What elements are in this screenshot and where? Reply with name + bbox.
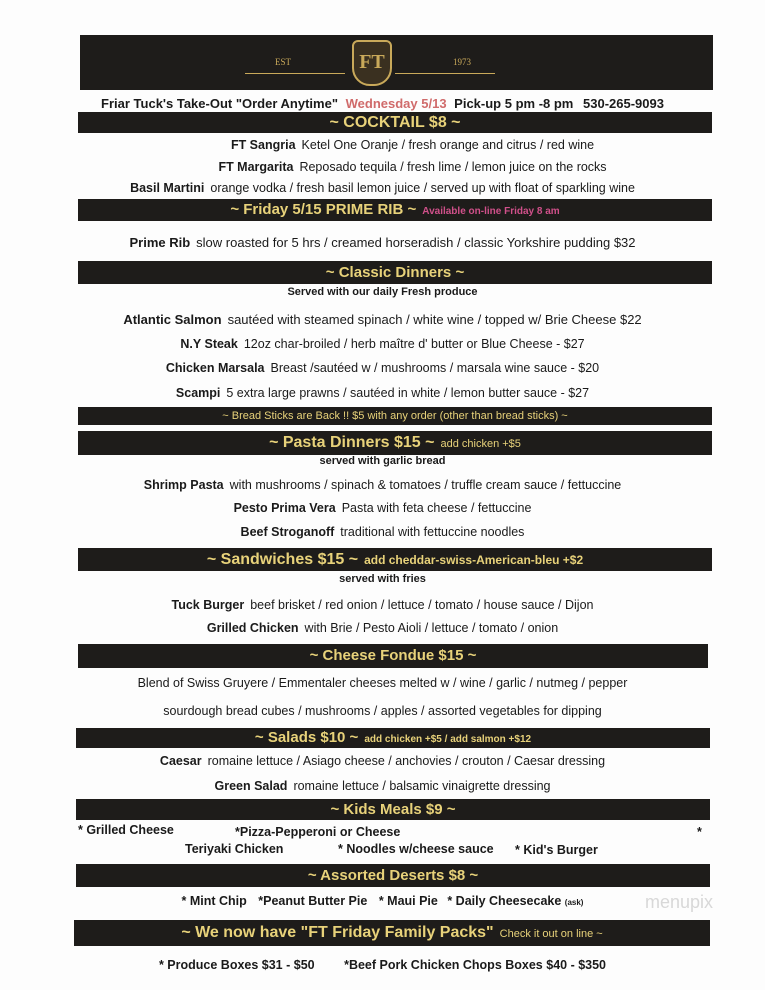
section-title: ~ Friday 5/15 PRIME RIB ~ [230, 201, 417, 218]
header-day: Wednesday 5/13 [345, 96, 447, 111]
logo-text: FT [359, 51, 385, 73]
section-pasta [78, 431, 712, 455]
section-classic-dinners [78, 261, 712, 284]
desert-item: * Mint Chip [181, 894, 247, 908]
kids-item: * [697, 825, 702, 839]
item-name: Chicken Marsala [165, 361, 265, 375]
desert-item: * Daily Cheesecake [447, 894, 562, 908]
menu-item [0, 386, 765, 400]
menu-item [0, 337, 765, 351]
item-desc: romaine lettuce / balsamic vinaigrette dressing [293, 779, 551, 793]
section-subtitle: Available on-line Friday 8 am [422, 206, 560, 217]
menu-item [0, 754, 765, 768]
section-title: ~ Pasta Dinners $15 ~ [269, 434, 435, 451]
item-name: N.Y Steak [180, 337, 238, 351]
item-desc: 12oz char-broiled / herb maître d' butter or Blue Cheese - $27 [243, 337, 585, 351]
item-desc: orange vodka / fresh basil lemon juice / served up with float of sparkling wine [210, 181, 635, 195]
menu-item [0, 621, 765, 635]
section-cheese-fondue [78, 644, 708, 668]
desert-ask-note: (ask) [564, 898, 584, 907]
item-name: Green Salad [214, 779, 288, 793]
logo-banner [80, 35, 713, 90]
kids-item: * Kid's Burger [515, 843, 598, 857]
menu-item [0, 138, 765, 152]
kids-item: *Pizza-Pepperoni or Cheese [235, 825, 401, 839]
section-title: ~ Assorted Deserts $8 ~ [307, 867, 479, 884]
item-name: Tuck Burger [171, 598, 245, 612]
item-name: Basil Martini [130, 181, 205, 195]
section-salads [76, 728, 710, 748]
restaurant-title: Friar Tuck's Take-Out "Order Anytime" [101, 96, 338, 111]
section-deserts [76, 864, 710, 887]
section-title: ~ Sandwiches $15 ~ [206, 551, 359, 568]
item-name: Atlantic Salmon [123, 312, 222, 327]
header-line [0, 96, 765, 111]
logo-est: EST [275, 57, 292, 67]
item-name: Scampi [175, 386, 221, 400]
logo-scroll-left [245, 73, 345, 74]
desert-item: * Maui Pie [378, 894, 438, 908]
menu-item [0, 779, 765, 793]
section-title: ~ We now have "FT Friday Family Packs" [181, 924, 494, 941]
section-note: served with garlic bread [319, 455, 446, 467]
item-desc: beef brisket / red onion / lettuce / tomato / house sauce / Dijon [250, 598, 594, 612]
section-title: ~ COCKTAIL $8 ~ [329, 114, 461, 131]
section-cocktail [78, 112, 712, 133]
menu-item [0, 181, 765, 195]
family-pack-item: * Produce Boxes $31 - $50 [158, 958, 315, 972]
item-desc: with Brie / Pesto Aioli / lettuce / tomato / onion [304, 621, 559, 635]
item-desc: Reposado tequila / fresh lime / lemon juice on the rocks [299, 160, 607, 174]
item-name: Grilled Chicken [206, 621, 299, 635]
menu-item [0, 478, 765, 492]
item-name: FT Sangria [230, 138, 296, 152]
logo-year: 1973 [453, 57, 471, 67]
section-title: ~ Classic Dinners ~ [325, 264, 465, 281]
section-note: Served with our daily Fresh produce [287, 286, 478, 298]
item-name: FT Margarita [218, 160, 294, 174]
menu-item [0, 501, 765, 515]
item-desc: Pasta with feta cheese / fettuccine [341, 501, 532, 515]
menu-item [0, 160, 765, 174]
fondue-description: Blend of Swiss Gruyere / Emmentaler cheeses melted w / wine / garlic / nutmeg / pepper [137, 676, 628, 690]
menu-item [0, 361, 765, 375]
kids-item: * Grilled Cheese [78, 823, 174, 837]
section-prime-rib [78, 199, 712, 221]
phone-number: 530-265-9093 [583, 96, 664, 111]
bread-sticks-banner [78, 407, 712, 425]
section-title: ~ Salads $10 ~ [254, 729, 359, 746]
item-desc: traditional with fettuccine noodles [340, 525, 525, 539]
desert-item: *Peanut Butter Pie [258, 894, 368, 908]
item-desc: Ketel One Oranje / fresh orange and citrus / red wine [301, 138, 595, 152]
section-subtitle: Check it out on line ~ [499, 928, 603, 940]
pickup-hours: Pick-up 5 pm -8 pm [454, 96, 574, 111]
menu-item [0, 235, 765, 250]
section-subtitle: add chicken +$5 / add salmon +$12 [364, 734, 532, 745]
family-packs-list [0, 958, 765, 972]
section-note: served with fries [339, 573, 426, 585]
item-desc: romaine lettuce / Asiago cheese / anchovies / crouton / Caesar dressing [207, 754, 606, 768]
section-subtitle: add chicken +$5 [440, 438, 521, 450]
item-name: Prime Rib [129, 235, 191, 250]
item-desc: slow roasted for 5 hrs / creamed horseradish / classic Yorkshire pudding $32 [196, 235, 636, 250]
item-name: Shrimp Pasta [143, 478, 224, 492]
item-name: Caesar [159, 754, 202, 768]
section-family-packs [74, 920, 710, 946]
family-pack-item: *Beef Pork Chicken Chops Boxes $40 - $350 [344, 958, 607, 972]
section-title: ~ Bread Sticks are Back !! $5 with any order (other than bread sticks) ~ [222, 410, 568, 422]
kids-item: Teriyaki Chicken [185, 842, 284, 856]
item-desc: with mushrooms / spinach & tomatoes / truffle cream sauce / fettuccine [229, 478, 622, 492]
item-desc: Breast /sautéed w / mushrooms / marsala wine sauce - $20 [270, 361, 600, 375]
section-kids-meals [76, 799, 710, 820]
kids-item: * Noodles w/cheese sauce [338, 842, 494, 856]
item-name: Pesto Prima Vera [233, 501, 336, 515]
menu-item [0, 598, 765, 612]
watermark: menupix [645, 892, 714, 912]
section-title: ~ Kids Meals $9 ~ [330, 801, 456, 818]
logo-shield-icon [352, 40, 392, 86]
section-sandwiches [78, 548, 712, 571]
item-desc: sautéed with steamed spinach / white wine / topped w/ Brie Cheese $22 [227, 312, 642, 327]
menu-item [0, 312, 765, 327]
item-name: Beef Stroganoff [240, 525, 335, 539]
logo-scroll-right [395, 73, 495, 74]
fondue-description: sourdough bread cubes / mushrooms / apples / assorted vegetables for dipping [163, 704, 602, 718]
item-desc: 5 extra large prawns / sautéed in white / lemon butter sauce - $27 [226, 386, 590, 400]
section-subtitle: add cheddar-swiss-American-bleu +$2 [364, 553, 584, 567]
section-title: ~ Cheese Fondue $15 ~ [309, 647, 477, 664]
menu-item [0, 525, 765, 539]
